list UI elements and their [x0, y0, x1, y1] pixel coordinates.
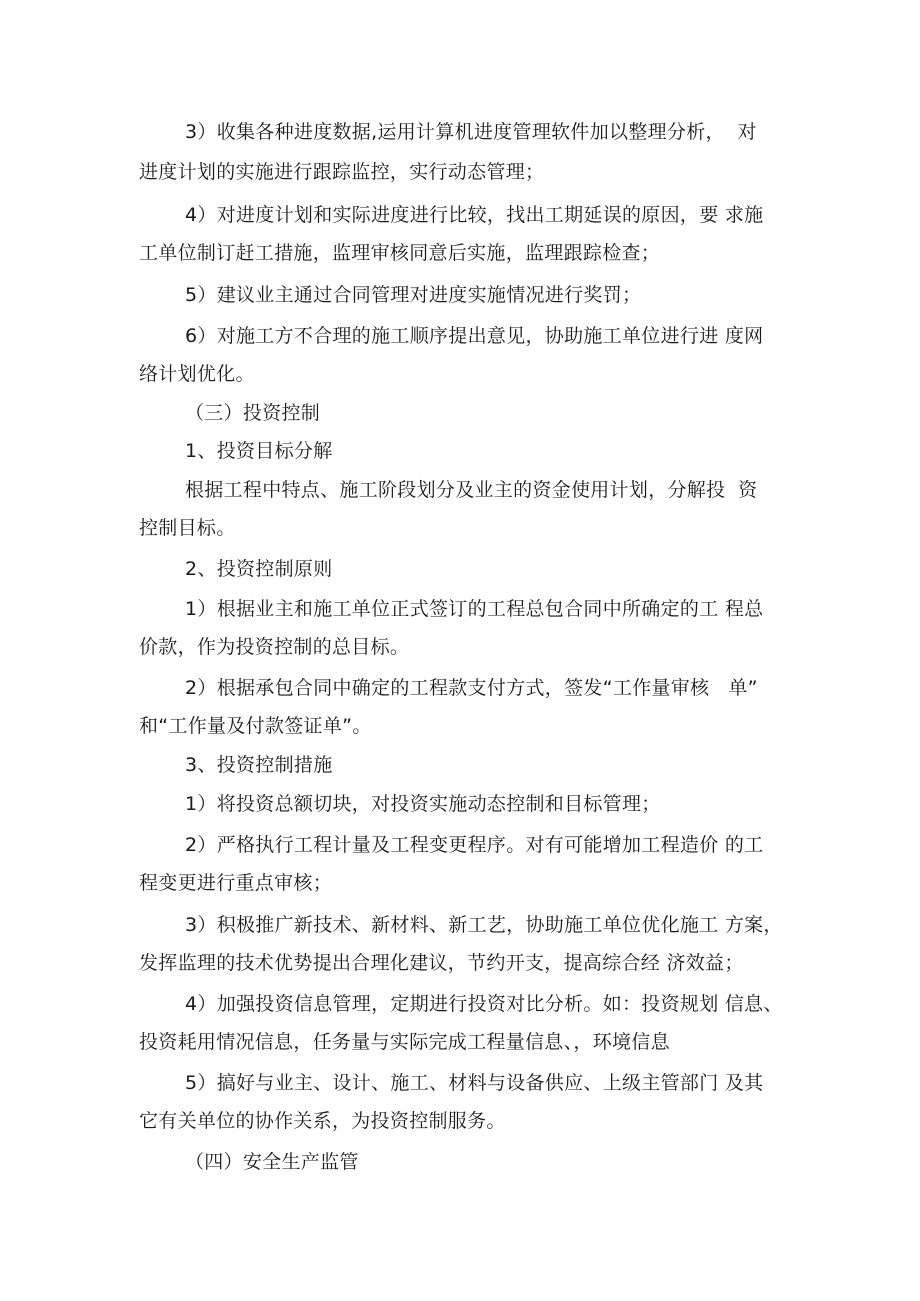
- text-line: 6）对施工方不合理的施工顺序提出意见，协助施工单位进行进 度网: [185, 325, 764, 347]
- text-line: 投资耗用情况信息，任务量与实际完成工程量信息、，环境信息: [139, 1031, 670, 1053]
- text-line: 3）收集各种进度数据,运用计算机进度管理软件加以整理分析， 对: [185, 121, 757, 143]
- text-line: 4）加强投资信息管理，定期进行投资对比分析。如：投资规划 信息、: [185, 993, 783, 1015]
- text-line: 程变更进行重点审核；: [139, 872, 333, 894]
- text-line: 根据工程中特点、施工阶段划分及业主的资金使用计划，分解投 资: [185, 479, 758, 501]
- text-line: 1）根据业主和施工单位正式签订的工程总包合同中所确定的工 程总: [185, 598, 764, 620]
- section-heading: （四）安全生产监管: [185, 1151, 359, 1173]
- text-line: 2）根据承包合同中确定的工程款支付方式，签发“工作量审核 单”: [185, 677, 758, 699]
- text-line: 和“工作量及付款签证单”。: [139, 715, 372, 737]
- text-line: 络计划优化。: [139, 363, 255, 385]
- subsection-heading: 2、投资控制原则: [185, 558, 333, 580]
- text-line: 工单位制订赶工措施，监理审核同意后实施，监理跟踪检查；: [139, 242, 661, 264]
- text-line: 5）建议业主通过合同管理对进度实施情况进行奖罚；: [185, 284, 642, 306]
- text-line: 价款，作为投资控制的总目标。: [139, 636, 410, 658]
- section-heading: （三）投资控制: [185, 402, 321, 424]
- text-line: 1）将投资总额切块，对投资实施动态控制和目标管理；: [185, 793, 661, 815]
- text-line: 3）积极推广新技术、新材料、新工艺，协助施工单位优化施工 方案，: [185, 914, 783, 936]
- subsection-heading: 3、投资控制措施: [185, 754, 333, 776]
- text-line: 控制目标。: [139, 517, 236, 539]
- text-line: 5）搞好与业主、设计、施工、材料与设备供应、上级主管部门 及其: [185, 1072, 764, 1094]
- subsection-heading: 1、投资目标分解: [185, 440, 333, 462]
- text-line: 它有关单位的协作关系，为投资控制服务。: [139, 1110, 506, 1132]
- text-line: 发挥监理的技术优势提出合理化建议，节约开支，提高综合经 济效益；: [139, 952, 744, 974]
- text-line: 2）严格执行工程计量及工程变更程序。对有可能增加工程造价 的工: [185, 834, 764, 856]
- text-line: 进度计划的实施进行跟踪监控，实行动态管理；: [139, 161, 545, 183]
- text-line: 4）对进度计划和实际进度进行比较，找出工期延误的原因，要 求施: [185, 204, 764, 226]
